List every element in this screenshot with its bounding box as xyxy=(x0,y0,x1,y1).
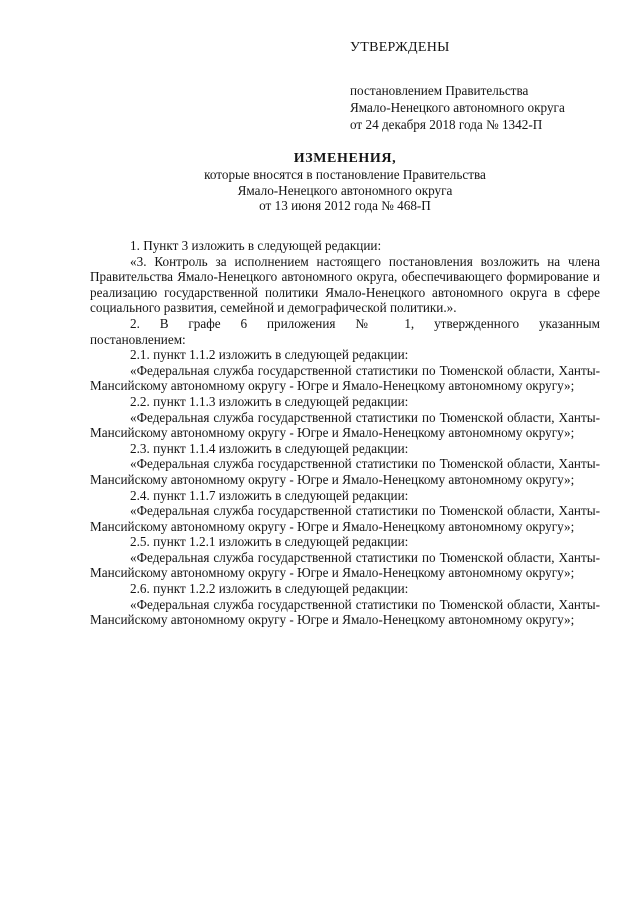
sub-item-2-4-text: «Федеральная служба государственной статистики по Тюменской области, Ханты-Мансийскому автономному округу - Югре и Ямало-Ненецкому автономному округу»; xyxy=(90,503,600,534)
sub-item-2-3-text: «Федеральная служба государственной статистики по Тюменской области, Ханты-Мансийскому автономному округу - Югре и Ямало-Ненецкому автономному округу»; xyxy=(90,456,600,487)
approval-line-resolution: постановлением Правительства xyxy=(350,82,529,98)
item-1-intro: 1. Пункт 3 изложить в следующей редакции: xyxy=(130,238,382,253)
sub-item-2-5-heading: 2.5. пункт 1.2.1 изложить в следующей редакции: xyxy=(130,534,409,550)
document-title-block xyxy=(90,150,600,214)
sub-item-2-5-text: «Федеральная служба государственной статистики по Тюменской области, Ханты-Мансийскому автономному округу - Югре и Ямало-Ненецкому автономному округу»; xyxy=(90,549,600,581)
title-subline-3: от 13 июня 2012 года № 468-П xyxy=(259,198,431,213)
sub-item-2-2-heading: 2.2. пункт 1.1.3 изложить в следующей редакции: xyxy=(130,393,409,409)
sub-item-2-1-text: «Федеральная служба государственной статистики по Тюменской области, Ханты-Мансийскому автономному округу - Югре и Ямало-Ненецкому автономному округу»; xyxy=(90,362,600,394)
title-subline-1: которые вносятся в постановление Правительства xyxy=(204,167,486,182)
item-2-intro: 2. В графе 6 приложения № 1, утвержденного указанным xyxy=(130,315,600,331)
sub-item-2-6-heading: 2.6. пункт 1.2.2 изложить в следующей редакции: xyxy=(130,581,409,597)
title-subline-2: Ямало-Ненецкого автономного округа xyxy=(237,182,453,198)
sub-item-2-6-text: «Федеральная служба государственной статистики по Тюменской области, Ханты-Мансийскому автономному округу - Югре и Ямало-Ненецкому автономному округу»; xyxy=(90,596,600,628)
sub-item-2-4-heading: 2.4. пункт 1.1.7 изложить в следующей редакции: xyxy=(130,487,409,503)
approval-line-region: Ямало-Ненецкого автономного округа xyxy=(350,99,565,115)
approval-heading: УТВЕРЖДЕНЫ xyxy=(350,40,450,55)
sub-item-2-1-heading: 2.1. пункт 1.1.2 изложить в следующей редакции: xyxy=(130,347,409,363)
item-1-text: «3. Контроль за исполнением настоящего постановления возложить на члена Правительства Ямало-Ненецкого автономного округа, обеспечивающего формирование и реализацию государственной политики Ямало-Ненецкого автономного округа в сфере социального развития, семейной и демографической политики.». xyxy=(90,253,600,316)
sub-item-2-2-text: «Федеральная служба государственной статистики по Тюменской области, Ханты-Мансийскому автономному округу - Югре и Ямало-Ненецкому автономному округу»; xyxy=(90,409,600,441)
document-title: ИЗМЕНЕНИЯ, xyxy=(293,151,397,166)
item-2-intro-continued: постановлением: xyxy=(90,331,186,347)
document-body xyxy=(90,238,600,628)
approval-line-date: от 24 декабря 2018 года № 1342-П xyxy=(350,116,543,132)
sub-item-2-3-heading: 2.3. пункт 1.1.4 изложить в следующей редакции: xyxy=(130,440,409,456)
approval-block xyxy=(350,40,620,133)
